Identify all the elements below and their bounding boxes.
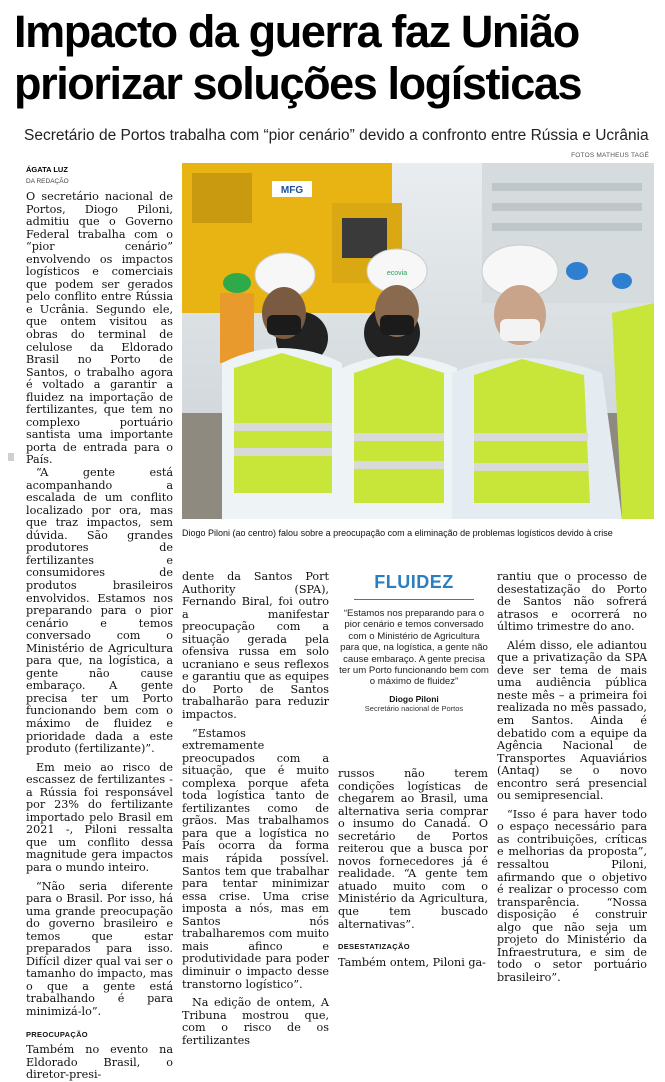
pull-quote-author: Diogo Piloni (389, 693, 439, 704)
paragraph: “Estamos extremamente preocupados com a situação, que é muito complexa porque afeta toda logística tanto de fertilizantes como de grãos. Mas trabalhamos para que a logística no País ocorra da forma mais rápida possível. Santos tem que trabalhar para tentar minimizar essa crise. Uma crise imposta a nós, mas em Santos nós trabalharemos com muito mais afinco e produtividade para poder diminuir o impacto desse transtorno logístico”. (182, 726, 329, 991)
paragraph: “A gente está acompanhando a escalada de um conflito localizado por ora, mas que traz impactos, sem dúvida. São grandes produtores de fertilizantes e consumidores de produtos brasileiros envolvidos. Estamos nos preparando para o pior cenário e temos conversado com o Ministério de Agricultura para que, na logística, a gente não cause embaraço. A gente precisa ter um Porto funcionando bem com o máximo de fluidez e prioridade dada a este produto (fertilizante)”. (26, 466, 173, 756)
pull-quote-box (338, 572, 490, 713)
photo-credit: FOTOS MATHEUS TAGÉ (571, 152, 649, 159)
hardhat-logo: ecovia (386, 270, 408, 277)
paragraph: Também no evento na Eldorado Brasil, o diretor-presi- (26, 1043, 173, 1082)
paragraph: russos não terem condições logísticas de chegarem ao Brasil, uma alternativa seria comprar o insumo do Canadá. O secretário de Portos reiterou que a busca por novos fornecedores já é realidade. “A gente tem atuado muito com o Ministério da Agricultura, que tem buscado alternativas”. (338, 767, 488, 931)
crane-label: MFG (280, 185, 304, 196)
subheadline: Secretário de Portos trabalha com “pior cenário” devido a confronto entre Rússia e Ucrânia (24, 127, 649, 144)
photo-caption: Diogo Piloni (ao centro) falou sobre a preocupação com a eliminação de problemas logísticos devido à crise (182, 528, 613, 538)
article-column-4 (497, 570, 647, 984)
section-heading-desestatizacao: DESESTATIZAÇÃO (338, 942, 410, 952)
pull-quote-title: FLUIDEZ (374, 572, 454, 592)
article-column-3 (338, 768, 488, 971)
paragraph: “Não seria diferente para o Brasil. Por isso, há uma grande preocupação do governo brasileiro e temos que estar preparados para isso. Difícil dizer qual vai ser o tamanho do impacto, mas o que a gente está trabalhando é para minimizá-lo”. (26, 879, 173, 1018)
paragraph: O secretário nacional de Portos, Diogo Piloni, admitiu que o Governo Federal trabalha com o “pior cenário” envolvendo os impactos logísticos e comerciais que podem ser gerados pelo conflito entre Rússia e Ucrânia. Segundo ele, que ontem visitou as obras do terminal de celulose da Eldorado Brasil no Porto de Santos, o trabalho agora é voltado a garantir a fluidez na importação de fertilizantes, que tem no complexo portuário santista uma importante porta de entrada para o País. (26, 190, 173, 467)
paragraph: Além disso, ele adiantou que a privatização da SPA deve ser tema de mais uma audiência pública neste mês – a primeira foi realizada no mês passado, em Santos. Ainda é debatido com a equipe da Agência Nacional de Transportes Aquaviários (Antaq) se o novo encontro será presencial ou semipresencial. (497, 638, 647, 803)
pull-quote-text: “Estamos nos preparando para o pior cenário e temos conversado com o Ministério de Agricultura para que, na logística, a gente não cause embaraço. A gente precisa ter um Porto funcionando bem com o máximo de fluidez” (339, 608, 489, 688)
article-photo (182, 163, 654, 519)
article-column-1 (26, 190, 173, 1082)
photo-illustration (182, 163, 654, 519)
paragraph: Na edição de ontem, A Tribuna mostrou que, com o risco de os fertilizantes (182, 996, 329, 1047)
byline-author: ÁGATA LUZ (26, 165, 68, 174)
paragraph: Em meio ao risco de escassez de fertilizantes - a Rússia foi responsável por 23% do fertilizante importado pelo Brasil em 2021 -, Piloni ressalta que um conflito dessa magnitude gera impactos para o mundo inteiro. (26, 760, 173, 874)
article-column-2 (182, 570, 329, 1047)
pull-quote-divider (354, 599, 474, 600)
margin-mark (8, 453, 14, 461)
paragraph: “Isso é para haver todo o espaço necessário para as contribuições, críticas e melhorias da proposta”, ressaltou Piloni, afirmando que o objetivo é realizar o processo com transparência. “Nossa disposição é construir algo que não seja um projeto do Ministério da Infraestrutura, e sim de todo o setor portuário brasileiro”. (497, 807, 647, 984)
pull-quote-role: Secretário nacional de Portos (364, 703, 464, 713)
paragraph: Também ontem, Piloni ga- (338, 955, 486, 969)
paragraph: dente da Santos Port Authority (SPA), Fernando Biral, foi outro a manifestar preocupação com a situação gerada pela ofensiva russa em solo ucraniano e seus reflexos e garantiu que as equipes do Porto de Santos trabalharão para reduzir impactos. (182, 570, 329, 722)
byline-desk: DA REDAÇÃO (26, 178, 69, 185)
paragraph: rantiu que o processo de desestatização do Porto de Santos não sofrerá atrasos e ocorrerá no último trimestre do ano. (497, 570, 647, 634)
headline: Impacto da guerra faz União priorizar soluções logísticas (14, 6, 582, 109)
section-heading-preocupacao: PREOCUPAÇÃO (26, 1029, 88, 1039)
